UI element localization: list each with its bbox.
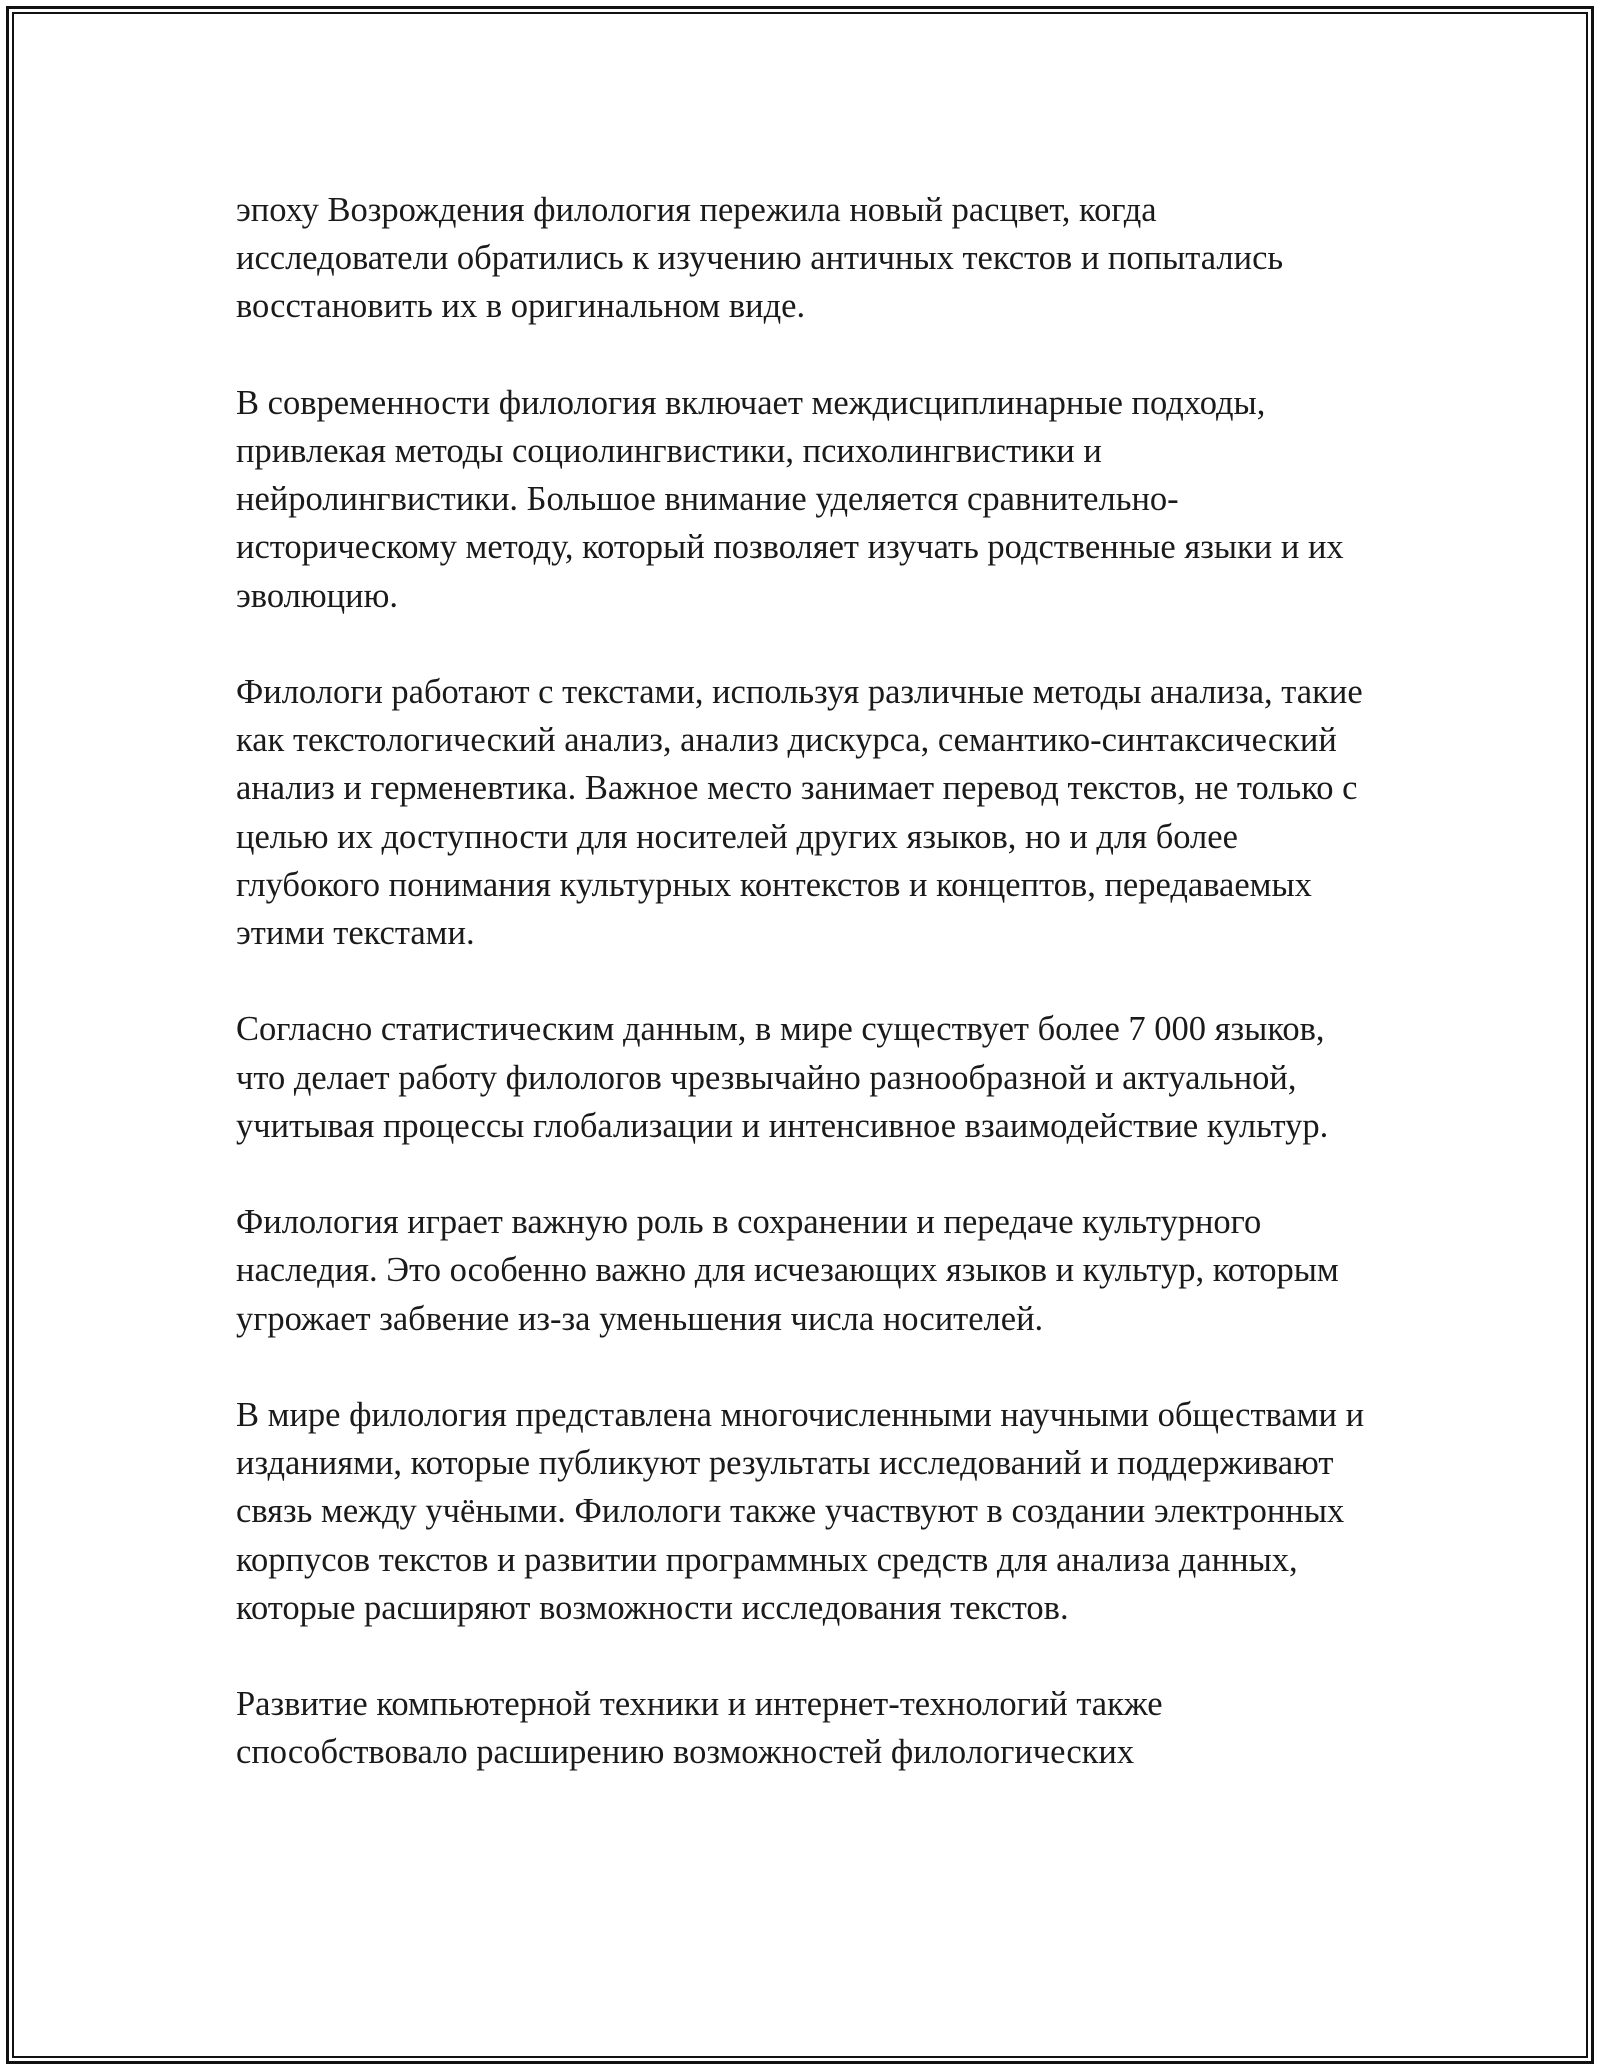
paragraph-cultural-heritage: Филология играет важную роль в сохранении и передаче культурного наследия. Это особенно важно для исчезающих языков и культур, которым угрожает забвение из-за уменьшения числа носителей. <box>236 1203 1339 1338</box>
paragraph-scientific-societies: В мире филология представлена многочисленными научными обществами и изданиями, которые публикуют результаты исследований и поддерживают связь между учёными. Филологи также участвуют в создании электронных корпусов текстов и развитии программных средств для анализа данных, которые расширяют возможности исследования текстов. <box>236 1396 1365 1627</box>
paragraph-computer-technology: Развитие компьютерной техники и интернет-технологий также способствовало расширению возможностей филологических <box>236 1685 1163 1772</box>
paragraph-statistics: Согласно статистическим данным, в мире существует более 7 000 языков, что делает работу филологов чрезвычайно разнообразной и актуальной, учитывая процессы глобализации и интенсивное взаимодействие культур. <box>236 1010 1329 1145</box>
paragraph-text-analysis: Филологи работают с текстами, используя различные методы анализа, такие как текстологический анализ, анализ дискурса, семантико-синтаксический анализ и герменевтика. Важное место занимает перевод текстов, не только с целью их доступности для носителей других языков, но и для более глубокого понимания культурных контекстов и концептов, передаваемых этими текстами. <box>236 673 1363 953</box>
document-body <box>236 186 1366 1777</box>
paragraph-modern-approaches: В современности филология включает междисциплинарные подходы, привлекая методы социолингвистики, психолингвистики и нейролингвистики. Большое внимание уделяется сравнительно-историческому методу, который позволяет изучать родственные языки и их эволюцию. <box>236 383 1344 615</box>
paragraph-renaissance: эпоху Возрождения филология пережила новый расцвет, когда исследователи обратились к изучению античных текстов и попытались восстановить их в оригинальном виде. <box>236 191 1284 326</box>
